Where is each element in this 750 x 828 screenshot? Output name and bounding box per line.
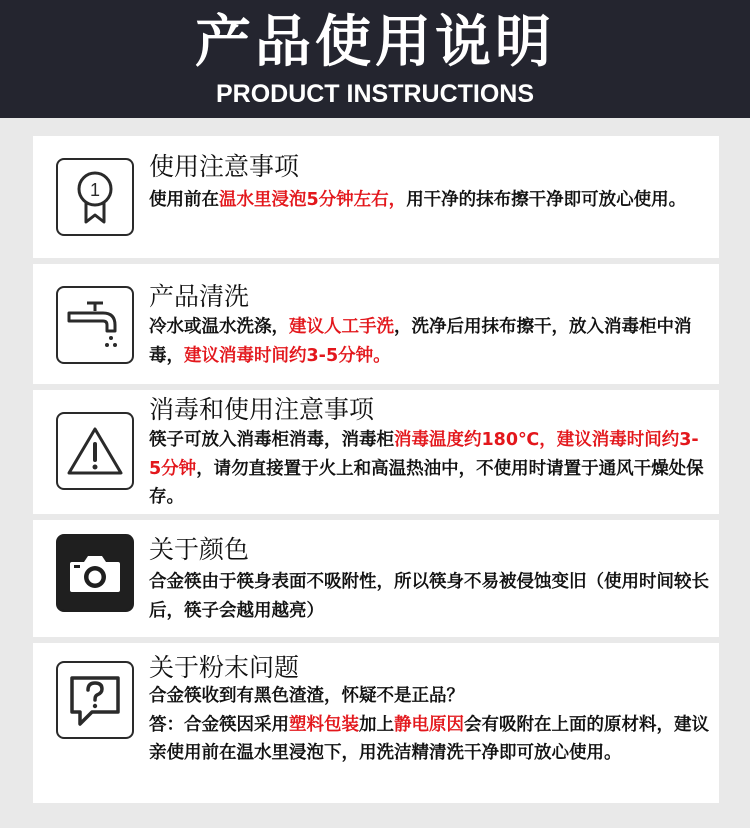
section-body bbox=[149, 568, 709, 625]
section-body bbox=[149, 186, 709, 215]
highlight-text: 塑料包装 bbox=[289, 714, 359, 735]
faucet-icon bbox=[56, 286, 134, 364]
body-text: 合金筷收到有黑色渣渣，怀疑不是正品？ bbox=[149, 686, 464, 706]
section-card-powder bbox=[33, 643, 719, 803]
warning-triangle-icon bbox=[56, 412, 134, 490]
question-chat-icon bbox=[56, 661, 134, 739]
section-body bbox=[149, 313, 709, 370]
highlight-text: 建议人工手洗 bbox=[289, 317, 394, 337]
section-card-disinfection bbox=[33, 390, 719, 514]
highlight-text: 消毒温度约180℃，建议消毒时间约3-5分钟 bbox=[149, 430, 699, 479]
highlight-text: 温水里浸泡5分钟左右， bbox=[219, 190, 407, 210]
section-title: 关于颜色 bbox=[149, 535, 250, 564]
section-title: 产品清洗 bbox=[149, 282, 250, 311]
body-text: ，洗净后用抹布擦干，放入消毒柜中消毒， bbox=[149, 317, 692, 366]
body-text: 答：合金筷因采用 bbox=[149, 714, 289, 735]
body-text: 合金筷由于筷身表面不吸附性，所以筷身不易被侵蚀变旧（使用时间较长后，筷子会越用越亮） bbox=[149, 572, 709, 621]
section-title: 使用注意事项 bbox=[149, 152, 300, 181]
highlight-text: 建议消毒时间约3-5分钟。 bbox=[184, 345, 391, 366]
section-card-usage-notes bbox=[33, 136, 719, 258]
body-text: ，请勿直接置于火上和高温热油中，不使用时请置于通风干燥处保存。 bbox=[149, 458, 704, 507]
body-text: 筷子可放入消毒柜消毒，消毒柜 bbox=[149, 430, 394, 450]
section-card-cleaning bbox=[33, 264, 719, 384]
body-text: 使用前在 bbox=[149, 190, 219, 210]
svg-text:1: 1 bbox=[89, 180, 101, 200]
page-title: 产品使用说明 bbox=[195, 10, 555, 75]
body-text: 用干净的抹布擦干净即可放心使用。 bbox=[406, 190, 687, 210]
section-title: 关于粉末问题 bbox=[149, 653, 300, 682]
highlight-text: 静电原因 bbox=[394, 714, 464, 735]
camera-icon bbox=[56, 534, 134, 612]
section-body bbox=[149, 682, 709, 768]
page-header bbox=[0, 0, 750, 118]
section-title: 消毒和使用注意事项 bbox=[149, 395, 375, 424]
award-ribbon-icon bbox=[56, 158, 134, 236]
section-body bbox=[149, 426, 709, 512]
body-text: 冷水或温水洗涤， bbox=[149, 317, 289, 337]
section-card-color bbox=[33, 520, 719, 637]
body-text: 加上 bbox=[359, 714, 394, 735]
body-text: 会有吸附在上面的原材料，建议亲使用前在温水里浸泡下，用洗洁精清洗干净即可放心使用。 bbox=[149, 714, 709, 763]
page-subtitle: PRODUCT INSTRUCTIONS bbox=[215, 80, 535, 108]
